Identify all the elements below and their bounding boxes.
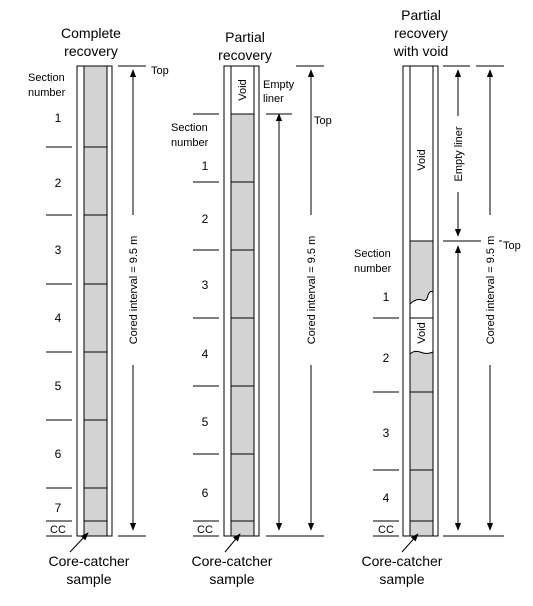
- column-partial-recovery-with-void: [354, 7, 521, 587]
- section-number-label-line-1: Section: [28, 72, 65, 84]
- column-title-line-2: recovery: [218, 47, 272, 63]
- column-title-line-1: Partial: [401, 7, 441, 23]
- core-catcher-sample-line-1: Core-catcher: [48, 553, 130, 569]
- recovered-core: [84, 66, 107, 536]
- section-number-label-line-2: number: [171, 137, 209, 149]
- empty-liner-label: Empty liner: [453, 126, 465, 182]
- recovered-core: [231, 114, 254, 536]
- section-number: 3: [382, 426, 390, 440]
- section-number: 1: [201, 159, 209, 173]
- column-complete-recovery: [28, 25, 169, 587]
- section-number: 6: [201, 486, 209, 500]
- top-label: Top: [314, 115, 332, 127]
- section-number: 1: [54, 111, 62, 125]
- section-number-label-line-1: Section: [354, 248, 391, 260]
- core-catcher-sample-line-2: sample: [379, 571, 425, 587]
- section-number-label-line-2: number: [28, 87, 66, 99]
- section-number-label-line-1: Section: [171, 122, 208, 134]
- recovered-core: [410, 241, 433, 536]
- core-catcher-sample-line-1: Core-catcher: [361, 553, 443, 569]
- section-number: 5: [54, 379, 62, 393]
- core-catcher-sample-line-2: sample: [66, 571, 112, 587]
- section-number: 1: [382, 290, 390, 304]
- empty-liner-label-line-1: Empty: [263, 79, 295, 91]
- column-title-line-1: Partial: [225, 29, 265, 45]
- core-catcher-pointer: [402, 534, 418, 552]
- top-label: Top: [503, 240, 521, 252]
- core-catcher-sample-line-1: Core-catcher: [191, 553, 273, 569]
- section-number: 6: [54, 447, 62, 461]
- core-catcher-pointer: [225, 534, 240, 552]
- core-catcher-label: CC: [50, 524, 66, 536]
- core-catcher-sample-line-2: sample: [209, 571, 255, 587]
- core-catcher-label: CC: [197, 524, 213, 536]
- top-label: Top: [151, 65, 169, 77]
- cored-interval-label: Cored interval = 9.5 m: [128, 235, 140, 345]
- void-label: Void: [237, 79, 249, 101]
- empty-liner-label-line-2: liner: [263, 93, 284, 105]
- cored-interval-label: Cored interval = 9.5 m: [306, 235, 318, 345]
- cored-interval-label: Cored interval = 9.5 m: [485, 235, 497, 345]
- section-number: 3: [201, 278, 209, 292]
- column-partial-recovery: [171, 29, 332, 587]
- section-number: 2: [54, 176, 62, 190]
- section-number: 4: [382, 491, 390, 505]
- column-title-line-2: recovery: [394, 25, 448, 41]
- section-number: 5: [201, 415, 209, 429]
- core-catcher-label: CC: [378, 524, 394, 536]
- section-number: 2: [201, 212, 209, 226]
- column-title-line-2: recovery: [64, 43, 118, 59]
- section-number: 4: [201, 347, 209, 361]
- section-number: 4: [54, 311, 62, 325]
- section-number-label-line-2: number: [354, 263, 392, 275]
- void-label: Void: [416, 149, 428, 171]
- section-number: 7: [54, 501, 62, 515]
- inner-void-label: Void: [416, 322, 428, 344]
- section-number: 3: [54, 243, 62, 257]
- column-title-line-1: Complete: [61, 25, 121, 41]
- section-number: 2: [382, 351, 390, 365]
- column-title-line-3: with void: [393, 43, 449, 59]
